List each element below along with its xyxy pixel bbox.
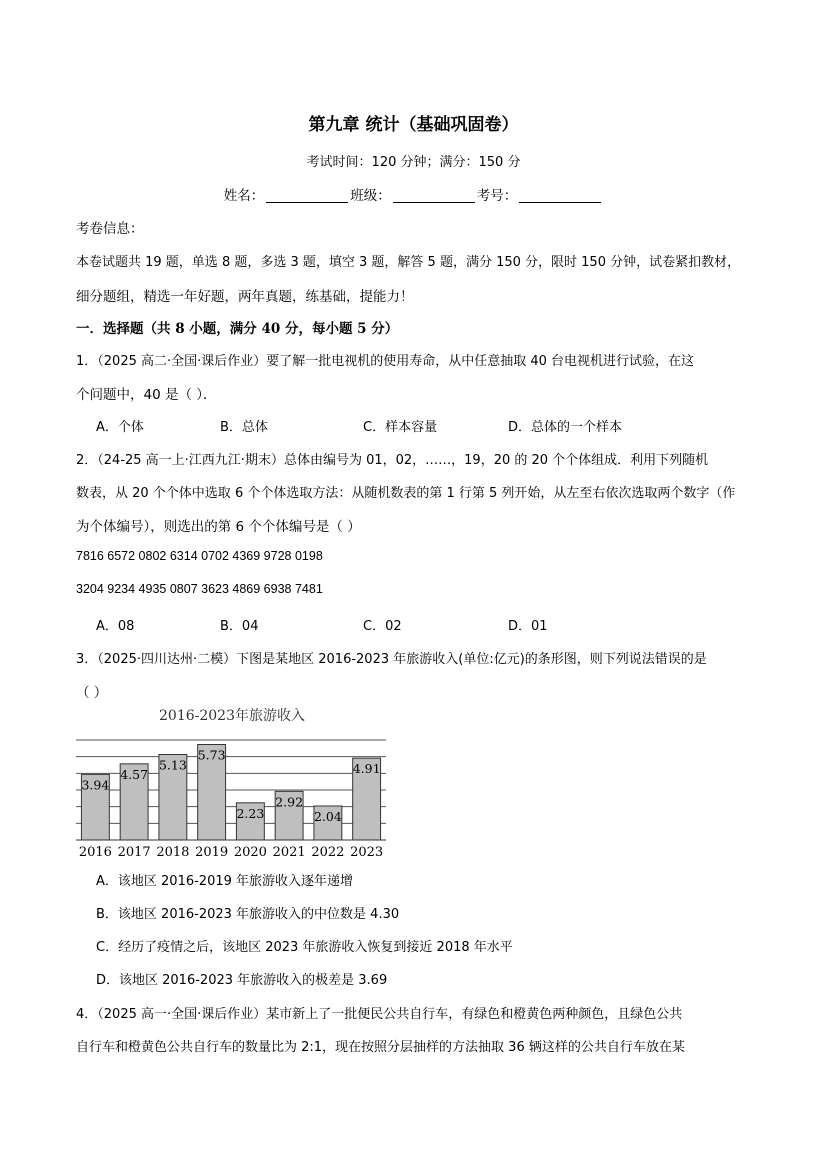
q2-line-1: 2．（24-25 高一上·江西九江·期末）总体由编号为 01，02，……，19，20 的 20 个个体组成．利用下列随机	[76, 453, 709, 468]
q3-option-d: D．该地区 2016-2023 年旅游收入的极差是 3.69	[96, 973, 388, 988]
q3-option-c: C．经历了疫情之后，该地区 2023 年旅游收入恢复到接近 2018 年水平	[96, 940, 513, 955]
number-blank[interactable]	[519, 188, 601, 203]
q2-option-a: A．08	[96, 619, 135, 634]
q2-line-3: 为个体编号），则选出的第 6 个个体编号是（ ）	[76, 519, 361, 535]
bar-value-label: 4.91	[352, 761, 381, 777]
q1-line-1: 1．（2025 高二·全国·课后作业）要了解一批电视机的使用寿命，从中任意抽取 40 台电视机进行试验，在这	[76, 354, 695, 369]
bar-value-label: 3.94	[81, 777, 110, 793]
info-line-2: 细分题组，精选一年好题，两年真题，练基础，提能力！	[76, 289, 414, 305]
class-label: 班级：	[350, 188, 391, 204]
q2-line-2: 数表，从 20 个个体中选取 6 个个体选取方法：从随机数表的第 1 行第 5 列开始，从左至右依次选取两个数字（作	[76, 486, 736, 501]
q1-option-a: A．个体	[96, 420, 144, 435]
class-blank[interactable]	[393, 188, 475, 203]
x-tick-label: 2021	[272, 845, 306, 860]
bar-value-label: 5.13	[158, 757, 187, 773]
q1-option-d: D．总体的一个样本	[508, 420, 623, 435]
info-heading: 考卷信息：	[76, 221, 144, 237]
bar-value-label: 2.23	[236, 805, 265, 821]
x-tick-label: 2019	[195, 845, 229, 860]
name-label: 姓名：	[223, 188, 265, 204]
q2-option-b: B．04	[220, 619, 259, 634]
info-line-1: 本卷试题共 19 题，单选 8 题，多选 3 题，填空 3 题，解答 5 题，满分 150 分，限时 150 分钟，试卷紧扣教材，	[76, 255, 741, 270]
x-tick-label: 2020	[233, 845, 267, 860]
bar-value-label: 2.92	[275, 794, 304, 810]
chart-x-axis	[76, 840, 386, 860]
bar-value-label: 2.04	[313, 809, 342, 824]
chart-title: 2016-2023年旅游收入	[159, 708, 305, 724]
q4-line-2: 自行车和橙黄色公共自行车的数量比为 2:1，现在按照分层抽样的方法抽取 36 辆这样的公共自行车放在某	[76, 1040, 685, 1055]
name-blank[interactable]	[266, 188, 348, 203]
x-tick-label: 2023	[350, 845, 384, 860]
x-tick-label: 2022	[311, 845, 345, 860]
x-tick-label: 2017	[117, 845, 151, 860]
q3-option-a: A．该地区 2016-2019 年旅游收入逐年递增	[96, 874, 354, 889]
q2-option-c: C．02	[363, 619, 402, 634]
number-label: 考号：	[476, 188, 518, 204]
q1-option-b: B．总体	[220, 420, 268, 435]
q1-line-2: 个问题中，40 是（ ）．	[76, 387, 217, 403]
section-heading: 一．选择题（共 8 小题，满分 40 分，每小题 5 分）	[76, 321, 399, 337]
x-tick-label: 2016	[78, 845, 112, 860]
tourism-bar-chart	[72, 700, 392, 860]
random-table-row-2: 3204 9234 4935 0807 3623 4869 6938 7481	[76, 582, 323, 596]
q4-line-1: 4．（2025 高一·全国·课后作业）某市新上了一批便民公共自行车，有绿色和橙黄色两种颜色，且绿色公共	[76, 1007, 683, 1022]
exam-info: 考试时间：120 分钟；满分：150 分	[306, 155, 521, 170]
q3-option-b: B．该地区 2016-2023 年旅游收入的中位数是 4.30	[96, 907, 400, 922]
page-title: 第九章 统计（基础巩固卷）	[308, 115, 519, 135]
random-table-row-1: 7816 6572 0802 6314 0702 4369 9728 0198	[76, 549, 323, 563]
x-tick-label: 2018	[156, 845, 190, 860]
q1-option-c: C．样本容量	[363, 420, 438, 435]
q3-line-1: 3．（2025·四川达州·二模）下图是某地区 2016-2023 年旅游收入(单位:亿元)的条形图，则下列说法错误的是	[76, 652, 707, 667]
q2-option-d: D．01	[508, 619, 548, 634]
student-info-row	[0, 184, 827, 204]
q3-line-2: （ ）	[76, 685, 108, 701]
chart-bars	[81, 745, 380, 841]
bar-value-label: 5.73	[197, 747, 226, 763]
bar-value-label: 4.57	[120, 766, 149, 782]
